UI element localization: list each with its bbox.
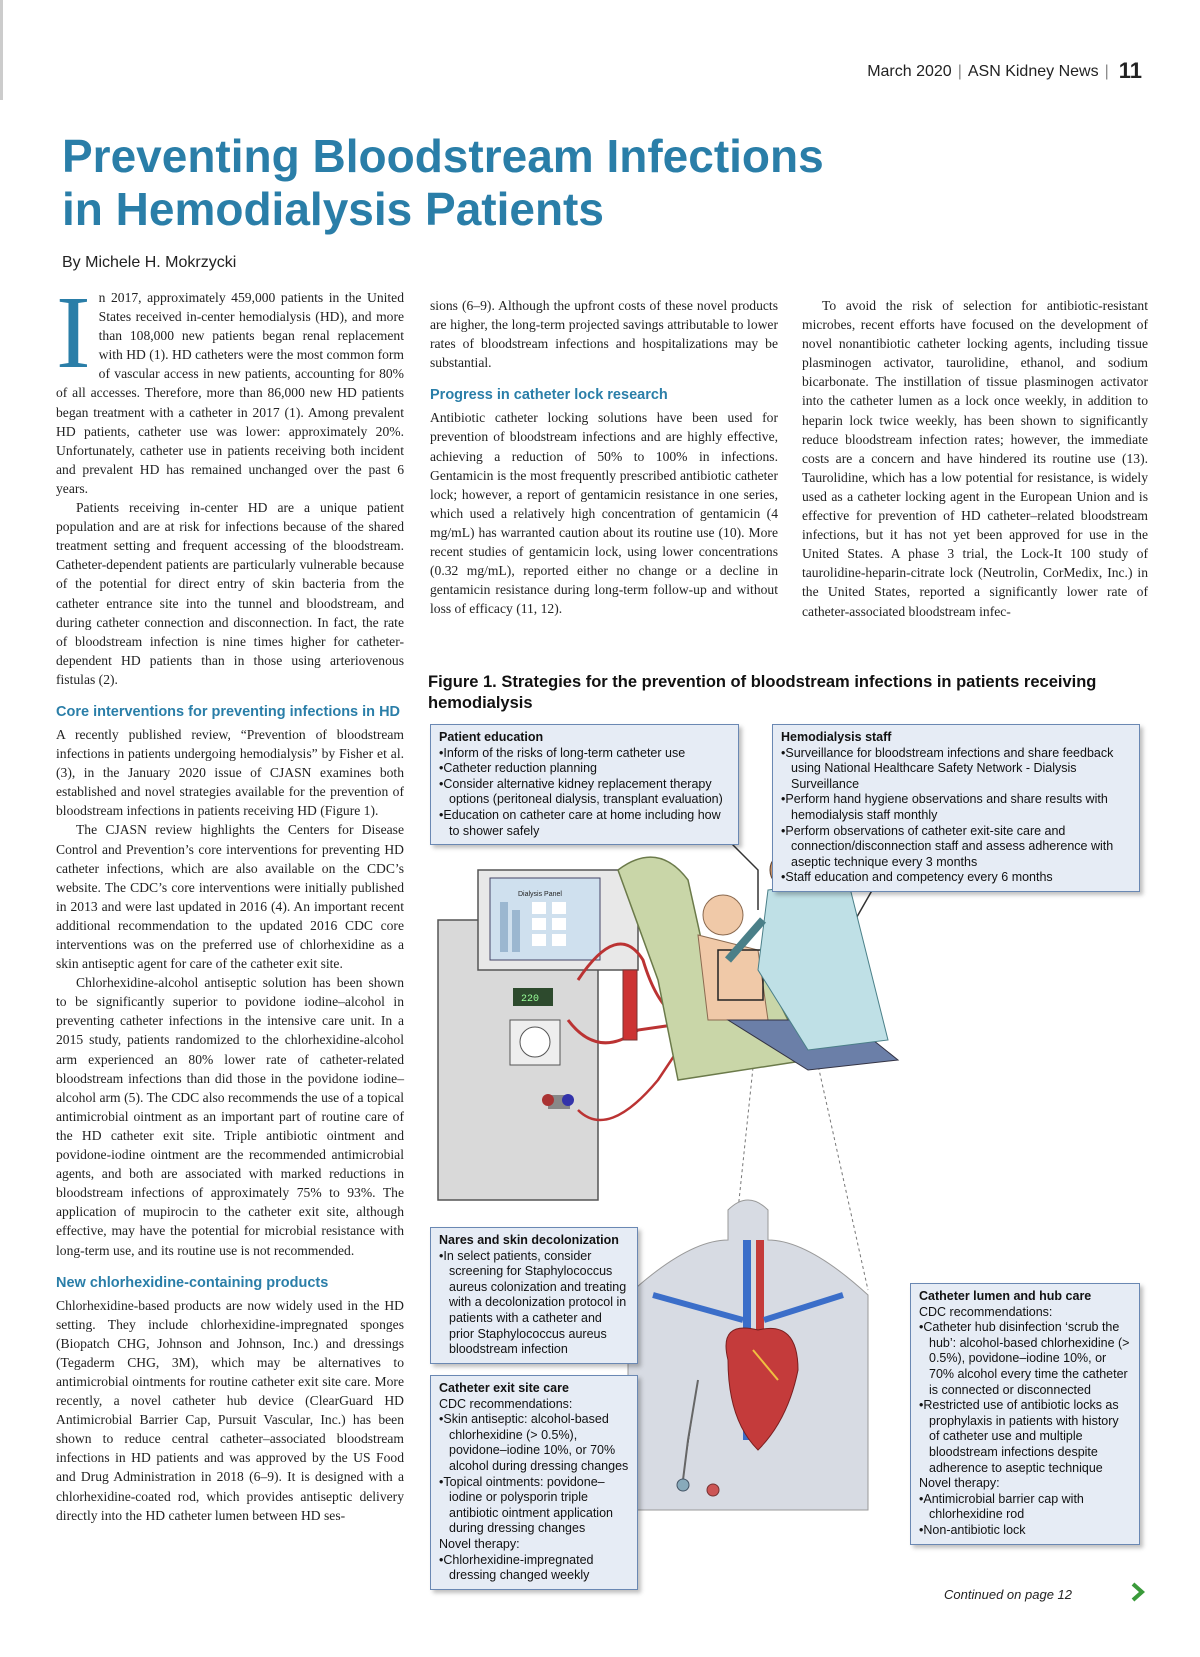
list-item: • Staff education and competency every 6 months	[781, 870, 1131, 886]
list-item: • Restricted use of antibiotic locks as prophylaxis in patients with history of catheter use and multiple bloodstream infections despite adherence to aseptic technique	[919, 1398, 1131, 1476]
paragraph: To avoid the risk of selection for antibiotic-resistant microbes, recent efforts have focused on the development of novel nonantibiotic catheter locking agents, including tissue plasminogen activator, taurolidine, ethanol, and sodium bicarbonate. The instillation of tissue plasminogen activator into the catheter lumen as a lock once weekly, in addition to heparin lock twice weekly, has been shown to significantly reduce bloodstream infection rates; however, the immediate costs are a concern and have hindered its routine use (13). Taurolidine, which has a low potential for resistance, is widely used as a catheter locking agent in the European Union and is effective for prevention of HD catheter–related bloodstream infections, but it has not yet been approved for use in the United States. A phase 3 trial, the Lock-It 100 study of taurolidine-heparin-citrate lock (Neutrolin, CorMedix, Inc.) in the United States, reported a significantly lower rate of catheter-associated bloodstream infec-	[802, 298, 1148, 619]
list-item: • Catheter hub disinfection ‘scrub the hub’: alcohol-based chlorhexidine (> 0.5%), povidone–iodine 10%, or 70% alcohol every time the catheter is connected or disconnected	[919, 1320, 1131, 1398]
drop-cap: I	[56, 275, 91, 390]
publication-name: ASN Kidney News	[967, 63, 1099, 80]
list-item: • Antimicrobial barrier cap with chlorhexidine rod	[919, 1492, 1131, 1523]
list-item: • Inform of the risks of long-term catheter use	[439, 746, 730, 762]
paragraph: sions (6–9). Although the upfront costs of these novel products are higher, the long-term projected savings attributable to lower rates of bloodstream infections and hospitalizations may be substantial.	[430, 298, 778, 371]
page-edge	[0, 0, 3, 100]
paragraph: The CJASN review highlights the Centers for Disease Control and Prevention’s core interventions for preventing HD catheter infections, which are also available on the CDC’s website. The CDC’s core interventions were initially published in 2013 and were last updated in 2016 (4). An important recent additional recommendation to the updated 2016 CDC core interventions was on the preferred use of chlorhexidine as a skin antiseptic agent for care of the catheter exit site.	[56, 822, 404, 972]
list-item: • Skin antiseptic: alcohol-based chlorhexidine (> 0.5%), povidone–iodine 10%, or 70% alcohol during dressing changes	[439, 1412, 629, 1474]
paragraph: n 2017, approximately 459,000 patients in the United States received in-center hemodialysis (HD), and more than 108,000 new patients began renal replacement with HD (1). HD catheters were the most common form of vascular access in new patients, accounting for 80% of all accesses. Therefore, more than 86,000 new HD patients began treatment with a catheter in 2017 (1). Among prevalent HD patients, catheter use was lower: approximately 20%. Unfortunately, catheter use in patients receiving both incident and prevalent HD has remained unchanged over the past 6 years.	[56, 290, 404, 496]
article-column-2	[430, 296, 778, 618]
paragraph: Patients receiving in-center HD are a unique patient population and are at risk for infections because of the shared treatment setting and frequent accessing of the bloodstream. Catheter-dependent patients are particularly vulnerable because of the potential for direct entry of skin bacteria from the catheter entrance site into the tunnel and bloodstream, and during catheter connection and disconnection. In fact, the rate of bloodstream infection is nine times higher for catheter-dependent HD patients than in those using arteriovenous fistulas (2).	[56, 500, 404, 687]
list-item: • Perform observations of catheter exit-site care and connection/disconnection staff and assess adherence with aseptic technique every 3 months	[781, 824, 1131, 871]
list-item: • Topical ointments: povidone–iodine or polysporin triple antibiotic ointment application during dressing changes	[439, 1475, 629, 1537]
list-item: • Perform hand hygiene observations and share results with hemodialysis staff monthly	[781, 792, 1131, 823]
box-title: Hemodialysis staff	[781, 730, 892, 744]
box-exit-site-care: Catheter exit site care CDC recommendations: • Skin antiseptic: alcohol-based chlorhexidine (> 0.5%), povidone–iodine 10%, or 70% alcohol during dressing changes • Topical ointments: povidone–iodine or polysporin triple antibiotic ointment application during dressing changes Novel therapy: • Chlorhexidine-impregnated dressing changed weekly	[430, 1375, 638, 1590]
list-item: • Education on catheter care at home including how to shower safely	[439, 808, 730, 839]
dialysis-panel-label: Dialysis Panel	[518, 891, 562, 898]
list-item: • Catheter reduction planning	[439, 761, 730, 777]
byline: By Michele H. Mokrzycki	[62, 254, 237, 271]
box-lumen-hub-care: Catheter lumen and hub care CDC recommendations: • Catheter hub disinfection ‘scrub the hub’: alcohol-based chlorhexidine (> 0.5%), povidone–iodine 10%, or 70% alcohol every time the catheter is connected or disconnected • Restricted use of antibiotic locks as prophylaxis in patients with history of catheter use and multiple bloodstream infections despite adherence to aseptic technique Novel therapy: • Antimicrobial barrier cap with chlorhexidine rod • Non-antibiotic lock	[910, 1283, 1140, 1545]
box-title: Nares and skin decolonization	[439, 1233, 619, 1247]
list-item: • Surveillance for bloodstream infections and share feedback using National Healthcare Safety Network - Dialysis Surveillance	[781, 746, 1131, 793]
box-title: Catheter lumen and hub care	[919, 1289, 1092, 1303]
article-column-1	[56, 275, 404, 1525]
box-title: Catheter exit site care	[439, 1381, 569, 1395]
machine-display-value: 220	[521, 994, 540, 1005]
page-number: 11	[1118, 58, 1142, 83]
figure-title: Figure 1. Strategies for the prevention of bloodstream infections in patients receiving hemodialysis	[428, 673, 1097, 712]
paragraph: Chlorhexidine-alcohol antiseptic solution has been shown to be significantly superior to povidone iodine–alcohol in preventing catheter infections in the intensive care unit. In a 2015 study, patients randomized to the chlorhexidine-alcohol arm experienced an 80% lower rate of catheter-related bloodstream infections than did those in the povidone iodine–alcohol arm (5). The CDC also recommends the use of a topical antimicrobial ointment as an important part of routine care of the HD catheter exit site. Triple antibiotic ointment and povidone-iodine ointment are the recommended antimicrobial agents, and both are associated with marked reductions in bloodstream infections of approximately 75% to 93%. The application of mupirocin to the catheter exit site, although effective, may have the potential for microbial resistance with long-term use, and its routine use is not recommended.	[56, 975, 404, 1258]
paragraph: Chlorhexidine-based products are now widely used in the HD setting. They include chlorhexidine-impregnated sponges (Biopatch CHG, Johnson and Johnson, Inc.) and dressings (Tegaderm CHG, 3M), which may be alternatives to antimicrobial ointments for routine catheter exit site care. More recently, a novel catheter hub device (ClearGuard HD Antimicrobial Barrier Cap, Pursuit Vascular, Inc.) has been shown to reduce central catheter–associated bloodstream infections in HD patients and was approved by the US Food and Drug Administration in 2018 (6–9). It is designed with a chlorhexidine-coated rod, which provides antiseptic delivery directly into the HD catheter lumen between HD ses-	[56, 1297, 404, 1523]
box-nares-decolonization	[430, 1227, 638, 1364]
paragraph: Antibiotic catheter locking solutions have been used for prevention of bloodstream infections and are highly effective, achieving a reduction of 50% to 100% in infections. Gentamicin is the most frequently prescribed antibiotic catheter lock; however, a report of gentamicin resistance in one series, which used a relatively high concentration of gentamicin (4 mg/mL) has warranted caution about its routine use (10). More recent studies of gentamicin lock, using lower concentrations (0.32 mg/mL), reported either no change or a decline in gentamicin resistance during long-term follow-up and without loss of efficacy (11, 12).	[430, 410, 778, 617]
continued-link[interactable]: Continued on page 12	[944, 1587, 1072, 1602]
running-header: March 2020 | ASN Kidney News | 11	[867, 58, 1142, 83]
paragraph: A recently published review, “Prevention of bloodstream infections in patients undergoing hemodialysis” by Fisher et al. (3), in the January 2020 issue of CJASN examines both established and novel strategies available for the prevention of bloodstream infections in patients receiving HD (Figure 1).	[56, 726, 404, 819]
article-title: Preventing Bloodstream Infections in Hemodialysis Patients	[62, 130, 824, 235]
section-heading: Core interventions for preventing infections in HD	[56, 703, 401, 720]
list-item: • Consider alternative kidney replacement therapy options (peritoneal dialysis, transplant evaluation)	[439, 777, 730, 808]
article-column-3	[802, 296, 1148, 621]
list-item: • Non-antibiotic lock	[919, 1523, 1131, 1539]
list-item: • Chlorhexidine-impregnated dressing changed weekly	[439, 1553, 629, 1584]
section-heading: Progress in catheter lock research	[430, 387, 668, 404]
list-item: • In select patients, consider screening for Staphylococcus aureus colonization and treating with a decolonization protocol in patients with a catheter and prior Staphylococcus aureus bloodstream infection	[439, 1249, 629, 1358]
box-hemodialysis-staff	[772, 724, 1140, 892]
issue-date: March 2020	[867, 63, 952, 80]
box-title: Patient education	[439, 730, 544, 744]
chevron-right-icon[interactable]	[1130, 1582, 1146, 1602]
box-patient-education	[430, 724, 739, 845]
section-heading: New chlorhexidine-containing products	[56, 1274, 329, 1291]
